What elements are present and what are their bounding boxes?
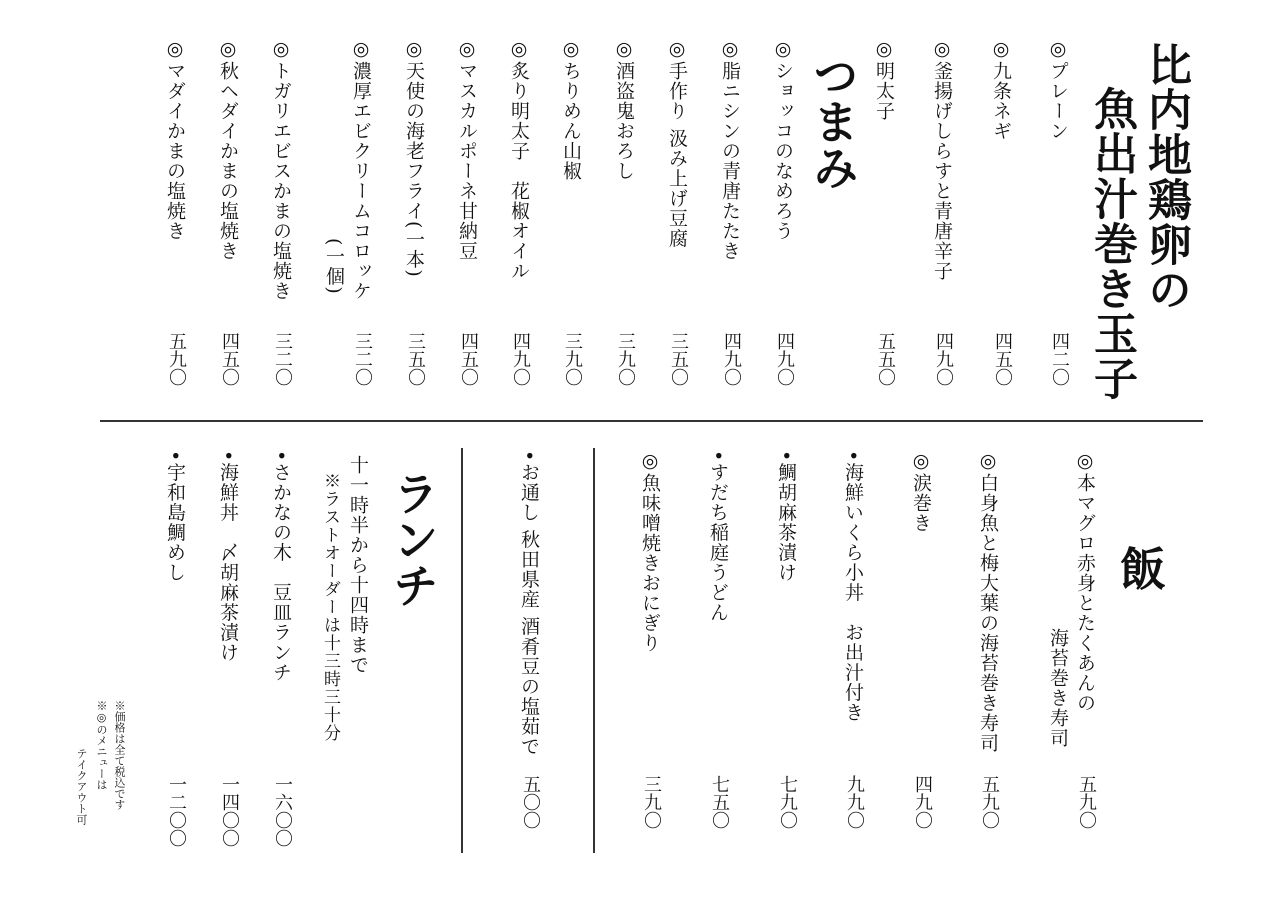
tsumami-item-price: 三五〇 xyxy=(405,332,426,386)
tsumami-item-price: 三五〇 xyxy=(668,332,689,386)
section-heading-tsumami: つまみ xyxy=(806,52,860,190)
menu-title-line-2: 魚出汁巻き玉子 xyxy=(1086,86,1137,401)
tsumami-item-name: ◎マダイかまの塩焼き xyxy=(164,38,186,241)
tsumami-item-name: ◎秋ヘダイかまの塩焼き xyxy=(217,38,239,261)
tamago-item-name: ◎プレーン xyxy=(1047,38,1069,141)
meshi-item-name: •鯛胡麻茶漬け xyxy=(775,450,797,583)
tsumami-item-name: ◎ショッコのなめろう xyxy=(772,38,794,241)
footnote-takeout-line-1: ※◎のメニューは xyxy=(95,700,108,790)
tsumami-item-name: ◎トガリエビスかまの塩焼き xyxy=(270,38,292,301)
tamago-item-price: 四二〇 xyxy=(1049,332,1070,386)
meshi-item-price: 五九〇 xyxy=(1076,775,1097,829)
meshi-item-name: ◎涙巻き xyxy=(910,450,932,533)
meshi-item-name: ◎本マグロ赤身とたくあんの xyxy=(1074,450,1096,713)
tsumami-item-price: 五九〇 xyxy=(166,332,187,386)
tsumami-item-price: 四九〇 xyxy=(510,332,531,386)
meshi-item-price: 五九〇 xyxy=(979,775,1000,829)
meshi-item-price: 四九〇 xyxy=(912,775,933,829)
tsumami-item-price: 三九〇 xyxy=(562,332,583,386)
tsumami-item-name: ◎マスカルポーネ甘納豆 xyxy=(456,38,478,261)
lunch-item-name: •宇和島鯛めし xyxy=(164,450,186,583)
tsumami-item-name: ◎濃厚エビクリームコロッケ xyxy=(350,38,372,301)
meshi-item-name: •海鮮いくら小丼 お出汁付き xyxy=(842,450,864,723)
tsumami-item-price: 三二〇 xyxy=(352,332,373,386)
lunch-item-name: •さかなの木 豆皿ランチ xyxy=(270,450,292,683)
tsumami-item-name: ◎手作り 汲み上げ豆腐 xyxy=(666,38,688,249)
tsumami-item-price: 四五〇 xyxy=(458,332,479,386)
tsumami-item-price: 三二〇 xyxy=(272,332,293,386)
tsumami-item-price: 四九〇 xyxy=(774,332,795,386)
tsumami-item-subname: (一個) xyxy=(323,238,345,295)
meshi-item-name: •すだち稲庭うどん xyxy=(707,450,729,623)
tsumami-item-name: ◎炙り明太子 花椒オイル xyxy=(508,38,530,281)
tsumami-item-name: ◎天使の海老フライ(一本) xyxy=(403,38,425,278)
tamago-item-price: 五五〇 xyxy=(875,332,896,386)
vertical-divider xyxy=(461,448,463,853)
meshi-item-name: ◎白身魚と梅大葉の海苔巻き寿司 xyxy=(977,450,999,753)
section-heading-lunch: ランチ xyxy=(386,470,440,608)
lunch-item-price: 一六〇〇 xyxy=(272,775,293,847)
footnote-takeout-line-2: テイクアウト可 xyxy=(75,748,88,825)
tsumami-item-price: 三九〇 xyxy=(615,332,636,386)
section-heading-meshi: 飯 xyxy=(1113,545,1167,591)
menu-title-line-1: 比内地鶏卵の xyxy=(1140,42,1191,312)
vertical-divider xyxy=(593,448,595,853)
tsumami-item-name: ◎酒盗鬼おろし xyxy=(613,38,635,181)
tsumami-item-price: 四五〇 xyxy=(219,332,240,386)
tamago-item-price: 四五〇 xyxy=(992,332,1013,386)
lunch-hours: 十一時半から十四時まで xyxy=(347,455,369,675)
lunch-item-name: •海鮮丼 〆胡麻茶漬け xyxy=(217,450,239,663)
otoshi-item-name: •お通し 秋田県産 酒肴豆の塩茹で xyxy=(518,450,540,757)
otoshi-item-price: 五〇〇 xyxy=(520,775,541,829)
tamago-item-name: ◎明太子 xyxy=(873,38,895,121)
meshi-item-subname: 海苔巻き寿司 xyxy=(1047,628,1069,748)
tamago-item-name: ◎九条ネギ xyxy=(990,38,1012,141)
tamago-item-name: ◎釜揚げしらすと青唐辛子 xyxy=(931,38,953,281)
footnote-tax: ※価格は全て税込です xyxy=(113,700,126,810)
meshi-item-price: 七五〇 xyxy=(709,775,730,829)
lunch-item-price: 一二〇〇 xyxy=(166,775,187,847)
meshi-item-name: ◎魚味噌焼きおにぎり xyxy=(639,450,661,653)
horizontal-divider xyxy=(100,420,1203,422)
tsumami-item-name: ◎ちりめん山椒 xyxy=(560,38,582,181)
meshi-item-price: 三九〇 xyxy=(641,775,662,829)
meshi-item-price: 七九〇 xyxy=(777,775,798,829)
lunch-last-order: ※ラストオーダーは十三時三十分 xyxy=(320,472,340,742)
tsumami-item-name: ◎脂ニシンの青唐たたき xyxy=(719,38,741,261)
meshi-item-price: 九九〇 xyxy=(844,775,865,829)
tamago-item-price: 四九〇 xyxy=(933,332,954,386)
lunch-item-price: 一四〇〇 xyxy=(219,775,240,847)
tsumami-item-price: 四九〇 xyxy=(721,332,742,386)
